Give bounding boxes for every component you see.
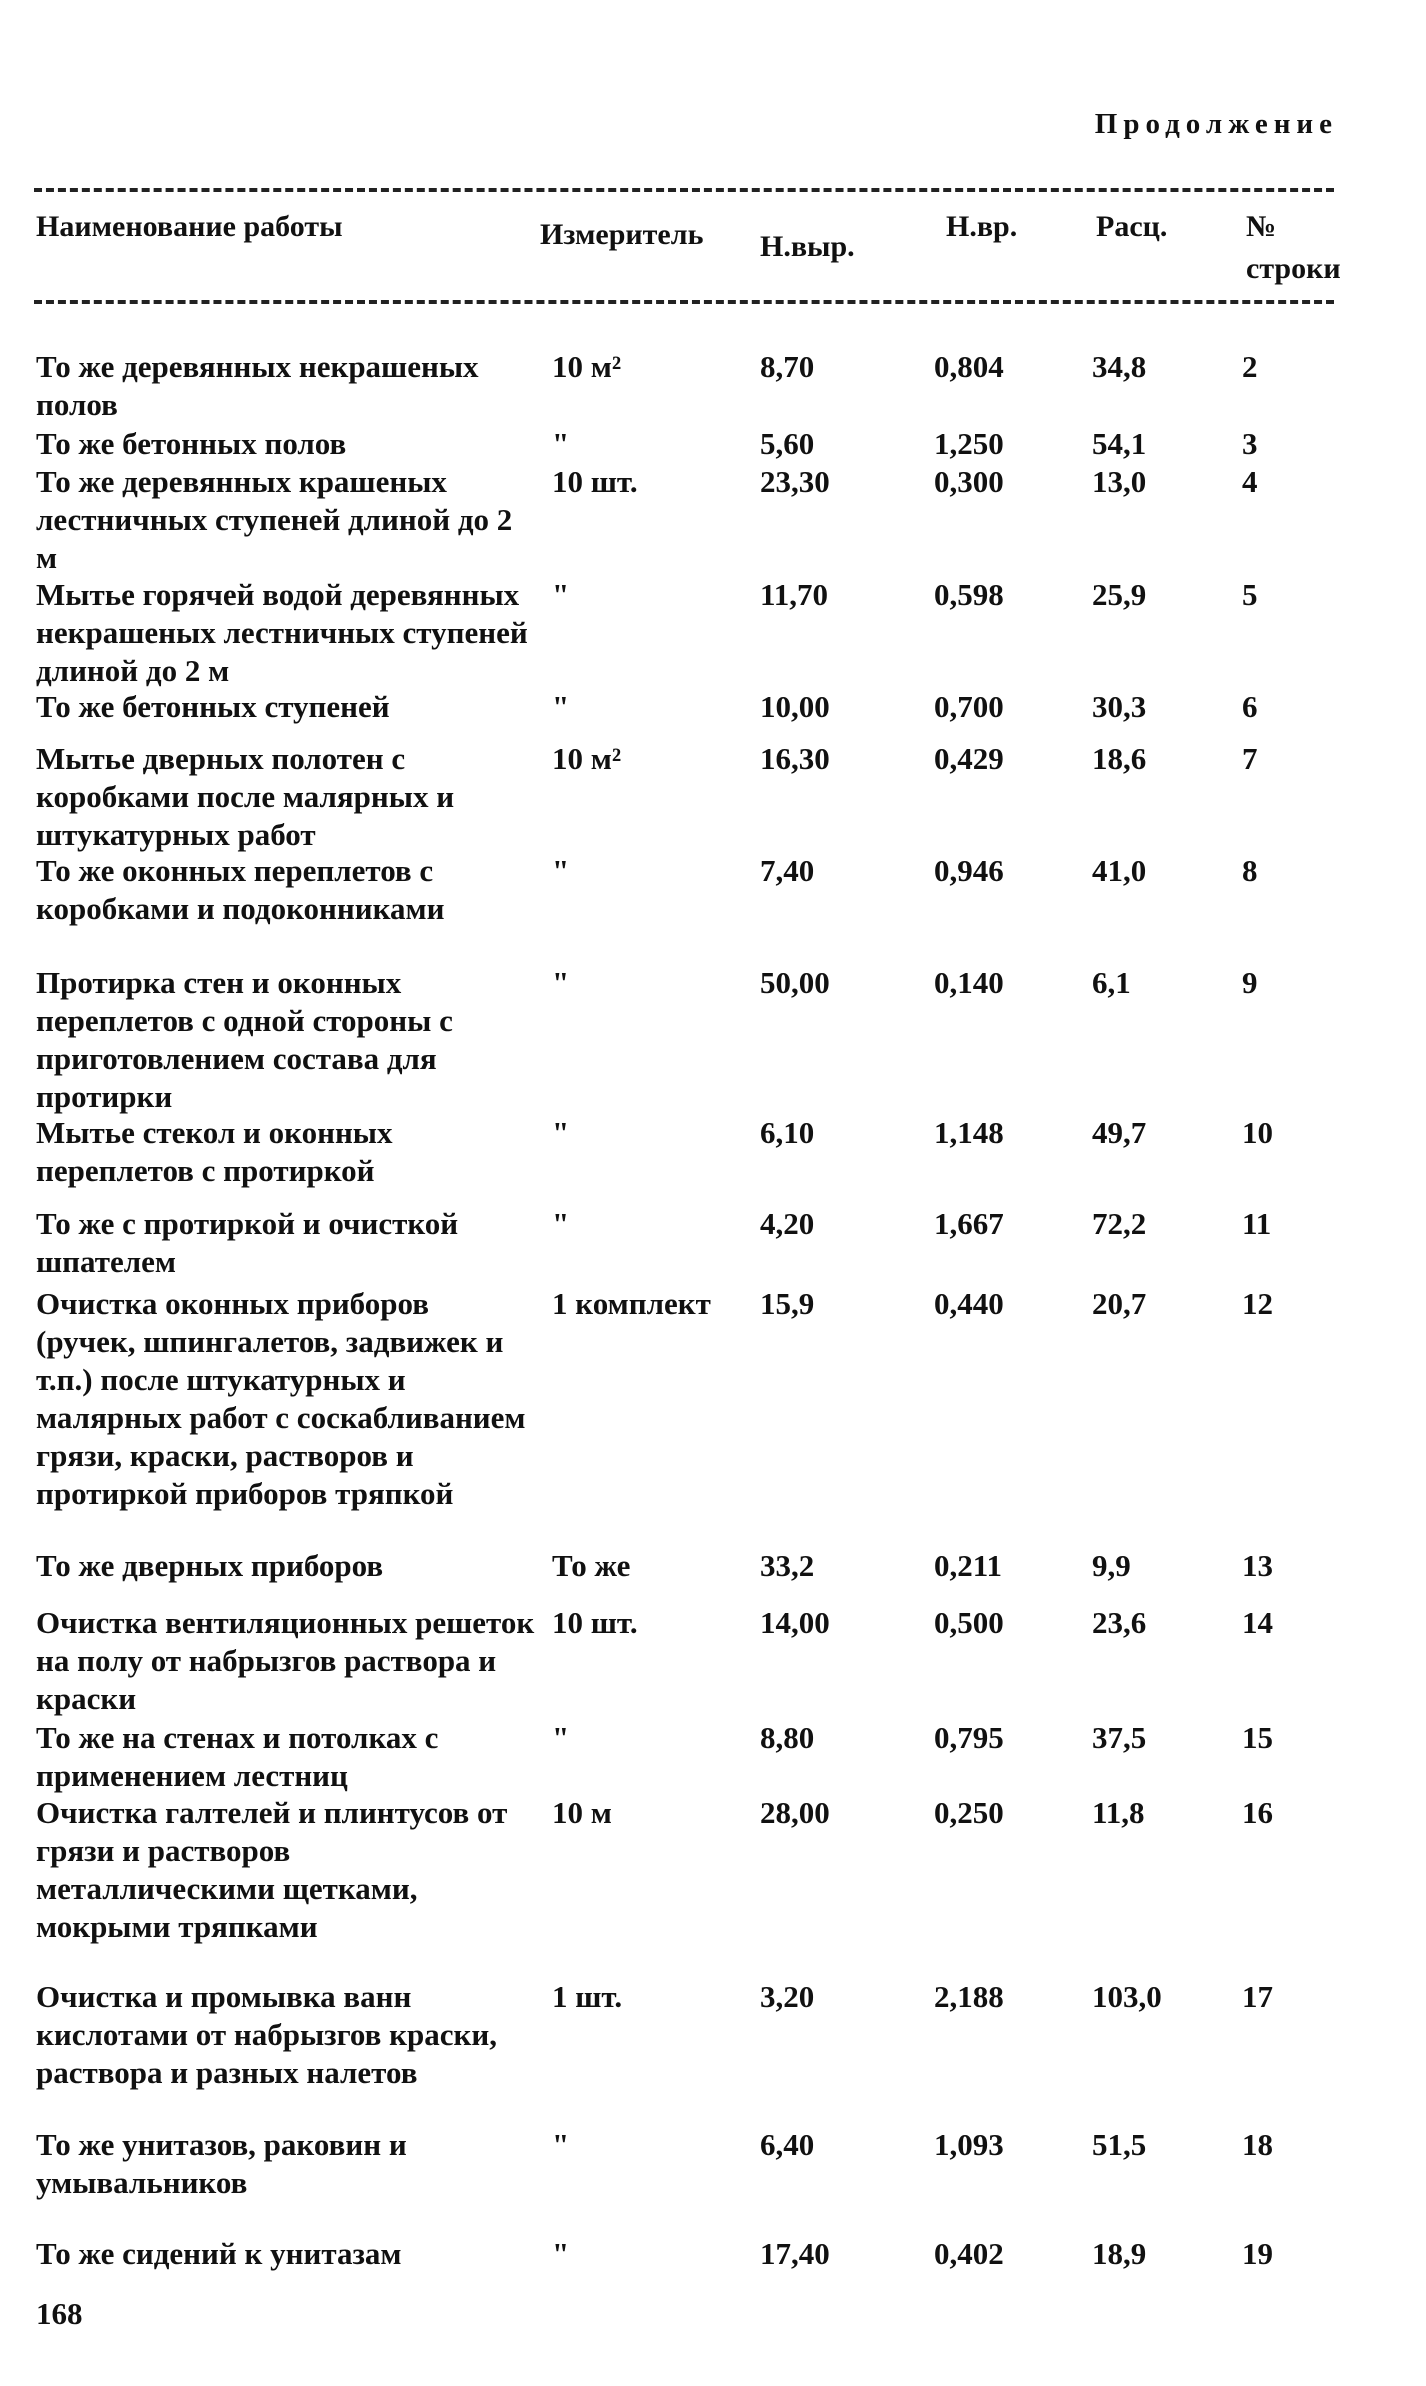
- row-unit: ": [552, 853, 570, 888]
- row-unit: ": [552, 2236, 570, 2271]
- row-name: То же на стенах и потолках с применением лестниц: [36, 1720, 439, 1793]
- row-n-vyr: 3,20: [760, 1979, 815, 2014]
- row-n-vr: 0,804: [934, 349, 1004, 384]
- row-n-vyr: 50,00: [760, 965, 830, 1000]
- header-rasc: Расц.: [1096, 210, 1168, 243]
- row-name: Очистка оконных приборов (ручек, шпингалетов, задвижек и т.п.) после штукатурных и малярных работ с соскабливанием грязи, краски, растворов и протиркой приборов тряпкой: [36, 1286, 526, 1511]
- row-unit: 1 шт.: [552, 1979, 623, 2014]
- row-number: 16: [1242, 1795, 1273, 1830]
- row-n-vr: 0,946: [934, 853, 1004, 888]
- page-number: 168: [36, 2296, 83, 2331]
- row-n-vr: 0,598: [934, 577, 1004, 612]
- row-unit: ": [552, 1206, 570, 1241]
- row-n-vr: 0,250: [934, 1795, 1004, 1830]
- row-n-vyr: 28,00: [760, 1795, 830, 1830]
- row-rasc: 103,0: [1092, 1979, 1162, 2014]
- row-name: То же оконных переплетов с коробками и подоконниками: [36, 853, 445, 926]
- row-rasc: 72,2: [1092, 1206, 1147, 1241]
- row-name: То же деревянных крашеных лестничных ступеней длиной до 2 м: [36, 464, 513, 575]
- row-number: 8: [1242, 853, 1258, 888]
- row-name: Очистка и промывка ванн кислотами от набрызгов краски, раствора и разных налетов: [36, 1979, 497, 2090]
- row-n-vr: 1,250: [934, 426, 1004, 461]
- row-unit: ": [552, 1720, 570, 1755]
- row-name: Протирка стен и оконных переплетов с одной стороны с приготовлением состава для протирки: [36, 965, 453, 1114]
- row-n-vr: 0,211: [934, 1548, 1003, 1583]
- row-rasc: 11,8: [1092, 1795, 1145, 1830]
- row-name: То же унитазов, раковин и умывальников: [36, 2127, 407, 2200]
- row-rasc: 49,7: [1092, 1115, 1147, 1150]
- row-unit: 1 комплект: [552, 1286, 711, 1321]
- header-bottom-rule: [34, 300, 1334, 304]
- row-n-vyr: 10,00: [760, 689, 830, 724]
- row-n-vyr: 15,9: [760, 1286, 815, 1321]
- row-name: То же сидений к унитазам: [36, 2236, 402, 2271]
- row-number: 10: [1242, 1115, 1273, 1150]
- row-n-vr: 0,500: [934, 1605, 1004, 1640]
- row-rasc: 9,9: [1092, 1548, 1131, 1583]
- header-row-no: № строки: [1246, 210, 1341, 285]
- row-number: 11: [1242, 1206, 1272, 1241]
- row-n-vr: 1,093: [934, 2127, 1004, 2162]
- row-n-vyr: 8,80: [760, 1720, 815, 1755]
- row-n-vr: 0,440: [934, 1286, 1004, 1321]
- row-n-vr: 0,140: [934, 965, 1004, 1000]
- row-number: 14: [1242, 1605, 1273, 1640]
- header-unit: Измеритель: [540, 218, 704, 251]
- row-name: Мытье стекол и оконных переплетов с протиркой: [36, 1115, 393, 1188]
- row-n-vyr: 11,70: [760, 577, 829, 612]
- row-number: 4: [1242, 464, 1258, 499]
- row-n-vr: 1,667: [934, 1206, 1004, 1241]
- row-unit: 10 шт.: [552, 1605, 638, 1640]
- row-name: Мытье дверных полотен с коробками после малярных и штукатурных работ: [36, 741, 455, 852]
- row-name: Очистка галтелей и плинтусов от грязи и растворов металлическими щетками, мокрыми тряпками: [36, 1795, 508, 1944]
- row-number: 5: [1242, 577, 1258, 612]
- row-rasc: 30,3: [1092, 689, 1147, 724]
- row-name: То же бетонных ступеней: [36, 689, 390, 724]
- row-number: 7: [1242, 741, 1258, 776]
- row-n-vyr: 6,10: [760, 1115, 815, 1150]
- row-n-vyr: 4,20: [760, 1206, 815, 1241]
- row-name: То же бетонных полов: [36, 426, 347, 461]
- row-unit: 10 м²: [552, 741, 622, 776]
- row-number: 15: [1242, 1720, 1273, 1755]
- row-number: 6: [1242, 689, 1258, 724]
- header-top-rule: [34, 188, 1334, 192]
- row-n-vr: 0,700: [934, 689, 1004, 724]
- row-rasc: 25,9: [1092, 577, 1147, 612]
- row-rasc: 37,5: [1092, 1720, 1147, 1755]
- row-name: То же деревянных некрашеных полов: [36, 349, 479, 422]
- row-n-vyr: 5,60: [760, 426, 815, 461]
- row-number: 17: [1242, 1979, 1273, 2014]
- row-rasc: 23,6: [1092, 1605, 1147, 1640]
- row-rasc: 18,9: [1092, 2236, 1147, 2271]
- row-n-vyr: 23,30: [760, 464, 830, 499]
- row-name: То же с протиркой и очисткой шпателем: [36, 1206, 459, 1279]
- row-rasc: 51,5: [1092, 2127, 1147, 2162]
- row-rasc: 34,8: [1092, 349, 1147, 384]
- row-number: 19: [1242, 2236, 1273, 2271]
- row-unit: ": [552, 577, 570, 612]
- row-number: 13: [1242, 1548, 1273, 1583]
- row-name: То же дверных приборов: [36, 1548, 384, 1583]
- row-unit: 10 шт.: [552, 464, 638, 499]
- row-rasc: 6,1: [1092, 965, 1131, 1000]
- row-number: 9: [1242, 965, 1258, 1000]
- row-n-vr: 0,300: [934, 464, 1004, 499]
- row-number: 18: [1242, 2127, 1273, 2162]
- row-number: 3: [1242, 426, 1258, 461]
- row-name: Мытье горячей водой деревянных некрашеных лестничных ступеней длиной до 2 м: [36, 577, 528, 688]
- continued-label: Продолжение: [1094, 108, 1338, 140]
- row-unit: ": [552, 689, 570, 724]
- row-rasc: 41,0: [1092, 853, 1147, 888]
- row-n-vyr: 7,40: [760, 853, 815, 888]
- row-rasc: 54,1: [1092, 426, 1147, 461]
- row-n-vyr: 14,00: [760, 1605, 830, 1640]
- row-name: Очистка вентиляционных решеток на полу от набрызгов раствора и краски: [36, 1605, 535, 1716]
- row-rasc: 18,6: [1092, 741, 1147, 776]
- row-rasc: 20,7: [1092, 1286, 1147, 1321]
- header-name: Наименование работы: [36, 210, 343, 243]
- header-n-vr: Н.вр.: [946, 210, 1018, 243]
- row-unit: ": [552, 1115, 570, 1150]
- row-n-vr: 2,188: [934, 1979, 1004, 2014]
- row-n-vr: 0,429: [934, 741, 1004, 776]
- row-unit: 10 м²: [552, 349, 622, 384]
- row-unit: То же: [552, 1548, 631, 1583]
- row-n-vyr: 8,70: [760, 349, 815, 384]
- header-n-vyr: Н.выр.: [760, 230, 855, 263]
- row-unit: ": [552, 2127, 570, 2162]
- row-number: 12: [1242, 1286, 1273, 1321]
- row-unit: 10 м: [552, 1795, 612, 1830]
- row-n-vr: 0,795: [934, 1720, 1004, 1755]
- row-unit: ": [552, 965, 570, 1000]
- row-n-vyr: 16,30: [760, 741, 830, 776]
- row-number: 2: [1242, 349, 1258, 384]
- row-n-vr: 1,148: [934, 1115, 1004, 1150]
- row-n-vyr: 33,2: [760, 1548, 815, 1583]
- row-n-vr: 0,402: [934, 2236, 1004, 2271]
- row-rasc: 13,0: [1092, 464, 1147, 499]
- row-n-vyr: 17,40: [760, 2236, 830, 2271]
- row-n-vyr: 6,40: [760, 2127, 815, 2162]
- row-unit: ": [552, 426, 570, 461]
